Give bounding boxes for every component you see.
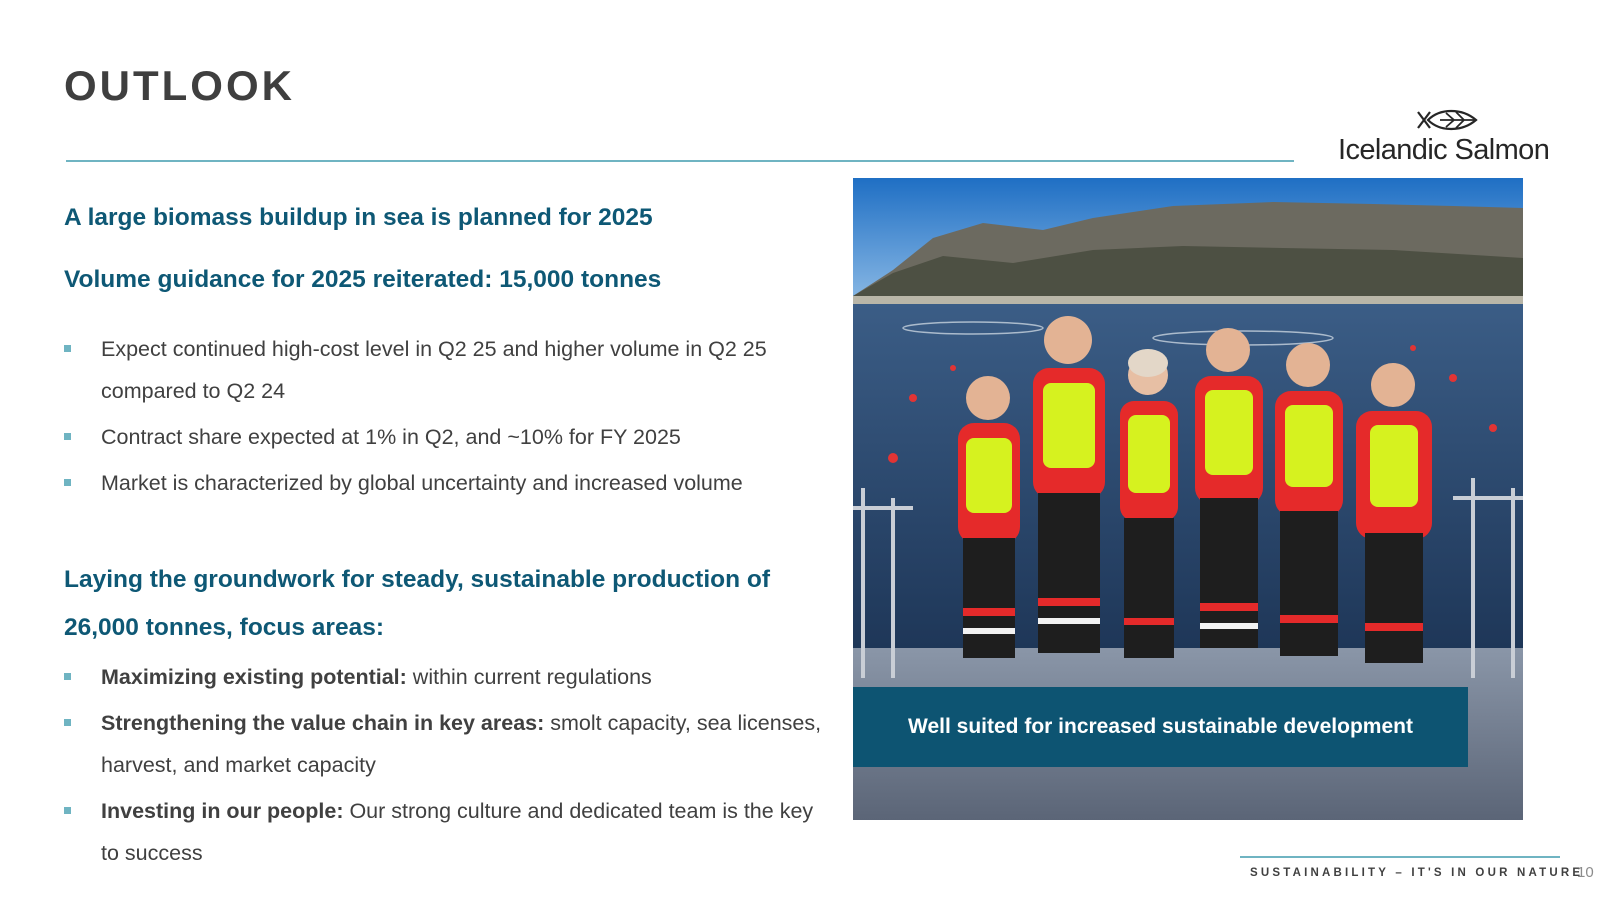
page-number: 10: [1577, 864, 1594, 881]
heading-volume-guidance: Volume guidance for 2025 reiterated: 15,000 tonnes: [64, 266, 662, 293]
bullet-square-icon: [64, 479, 71, 486]
outlook-bullet-list: [64, 328, 824, 508]
heading-biomass: A large biomass buildup in sea is planned for 2025: [64, 204, 653, 231]
list-item: Market is characterized by global uncertainty and increased volume: [64, 462, 824, 504]
focus-areas-list: [64, 656, 824, 878]
bullet-square-icon: [64, 807, 71, 814]
company-logo: [1338, 106, 1558, 166]
footer-divider: [1240, 856, 1560, 858]
photo-caption: Well suited for increased sustainable development: [853, 687, 1468, 767]
bullet-square-icon: [64, 345, 71, 352]
slide-title: OUTLOOK: [64, 62, 295, 109]
list-item: Expect continued high-cost level in Q2 25 and higher volume in Q2 25 compared to Q2 24: [64, 328, 824, 412]
bullet-square-icon: [64, 673, 71, 680]
bullet-square-icon: [64, 719, 71, 726]
list-item: Strengthening the value chain in key areas: smolt capacity, sea licenses, harvest, and market capacity: [64, 702, 824, 786]
list-item: Investing in our people: Our strong culture and dedicated team is the key to success: [64, 790, 824, 874]
title-divider: [66, 160, 1294, 162]
team-photo: [853, 178, 1523, 820]
list-item: Maximizing existing potential: within current regulations: [64, 656, 824, 698]
footer-tagline: SUSTAINABILITY – IT'S IN OUR NATURE: [1250, 867, 1584, 879]
heading-focus-areas: Laying the groundwork for steady, sustainable production of 26,000 tonnes, focus areas:: [64, 566, 771, 641]
logo-wordmark: Icelandic Salmon: [1338, 134, 1550, 166]
bullet-square-icon: [64, 433, 71, 440]
list-item: Contract share expected at 1% in Q2, and ~10% for FY 2025: [64, 416, 824, 458]
fish-logo-icon: [1416, 108, 1480, 132]
